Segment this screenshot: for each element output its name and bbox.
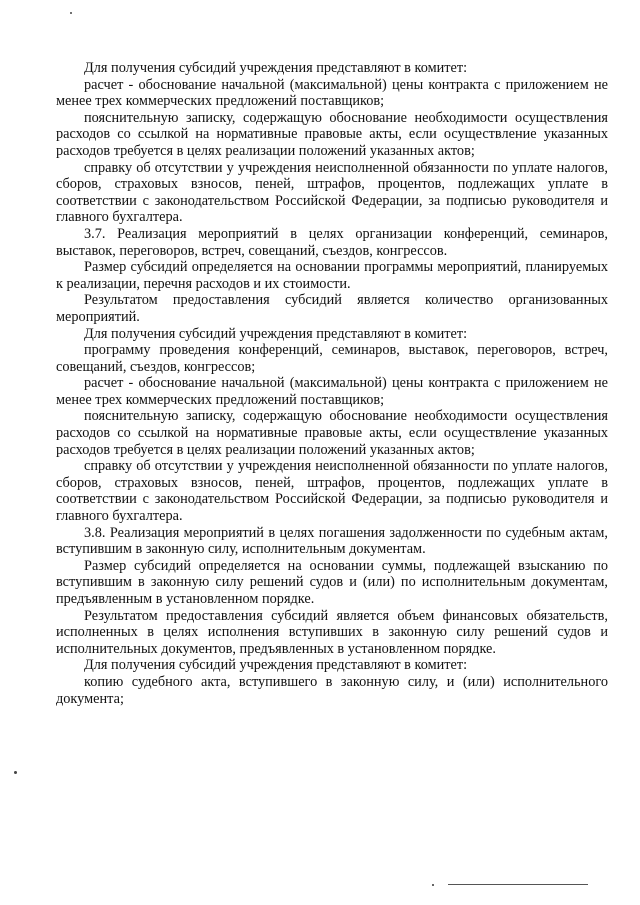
paragraph: программу проведения конференций, семинаров, выставок, переговоров, встреч, совещаний, съездов, конгрессов; (56, 342, 608, 375)
paragraph: Результатом предоставления субсидий является количество организованных мероприятий. (56, 292, 608, 325)
paragraph: Для получения субсидий учреждения представляют в комитет: (84, 657, 468, 674)
scan-speck (70, 12, 72, 14)
document-page (56, 60, 608, 707)
paragraph: пояснительную записку, содержащую обоснование необходимости осуществления расходов со ссылкой на нормативные правовые акты, если осуществление указанных расходов требуется в целях реализации положений указанных актов; (56, 408, 608, 458)
paragraph: Размер субсидий определяется на основании программы мероприятий, планируемых к реализации, перечня расходов и их стоимости. (56, 259, 608, 292)
section-heading-3-8: 3.8. Реализация мероприятий в целях погашения задолженности по судебным актам, вступившим в законную силу, исполнительным документам. (56, 524, 608, 558)
paragraph: пояснительную записку, содержащую обоснование необходимости осуществления расходов со ссылкой на нормативные правовые акты, если осуществление указанных расходов требуется в целях реализации положений указанных актов; (56, 109, 608, 159)
paragraph: справку об отсутствии у учреждения неисполненной обязанности по уплате налогов, сборов, страховых взносов, пеней, штрафов, процентов, подлежащих уплате в соответствии с законодательством Российской Федерации, за подписью руководителя и главного бухгалтера. (56, 458, 608, 525)
scan-speck (432, 884, 434, 886)
paragraph: копию судебного акта, вступившего в законную силу, и (или) исполнительного документа; (56, 673, 608, 707)
scan-speck (14, 771, 17, 774)
paragraph: расчет - обоснование начальной (максимальной) цены контракта с приложением не менее трех коммерческих предложений поставщиков; (56, 375, 608, 408)
paragraph: Размер субсидий определяется на основании суммы, подлежащей взысканию по вступившим в законную силу решений судов и (или) по исполнительным документам, предъявленным в установленном порядке. (56, 557, 608, 607)
section-heading-3-7: 3.7. Реализация мероприятий в целях организации конференций, семинаров, выставок, переговоров, встреч, совещаний, съездов, конгрессов. (56, 225, 608, 259)
paragraph: Результатом предоставления субсидий является объем финансовых обязательств, исполненных в целях исполнения вступивших в законную силу решений судов и исполнительных документов, предъявленных в установленном порядке. (56, 607, 608, 657)
paragraph: расчет - обоснование начальной (максимальной) цены контракта с приложением не менее трех коммерческих предложений поставщиков; (56, 76, 608, 110)
paragraph: Для получения субсидий учреждения представляют в комитет: (84, 60, 468, 76)
paragraph: Для получения субсидий учреждения представляют в комитет: (84, 325, 468, 342)
paragraph: справку об отсутствии у учреждения неисполненной обязанности по уплате налогов, сборов, страховых взносов, пеней, штрафов, процентов, подлежащих уплате в соответствии с законодательством Российской Федерации, за подписью руководителя и главного бухгалтера. (56, 159, 608, 226)
footer-rule (448, 884, 588, 885)
